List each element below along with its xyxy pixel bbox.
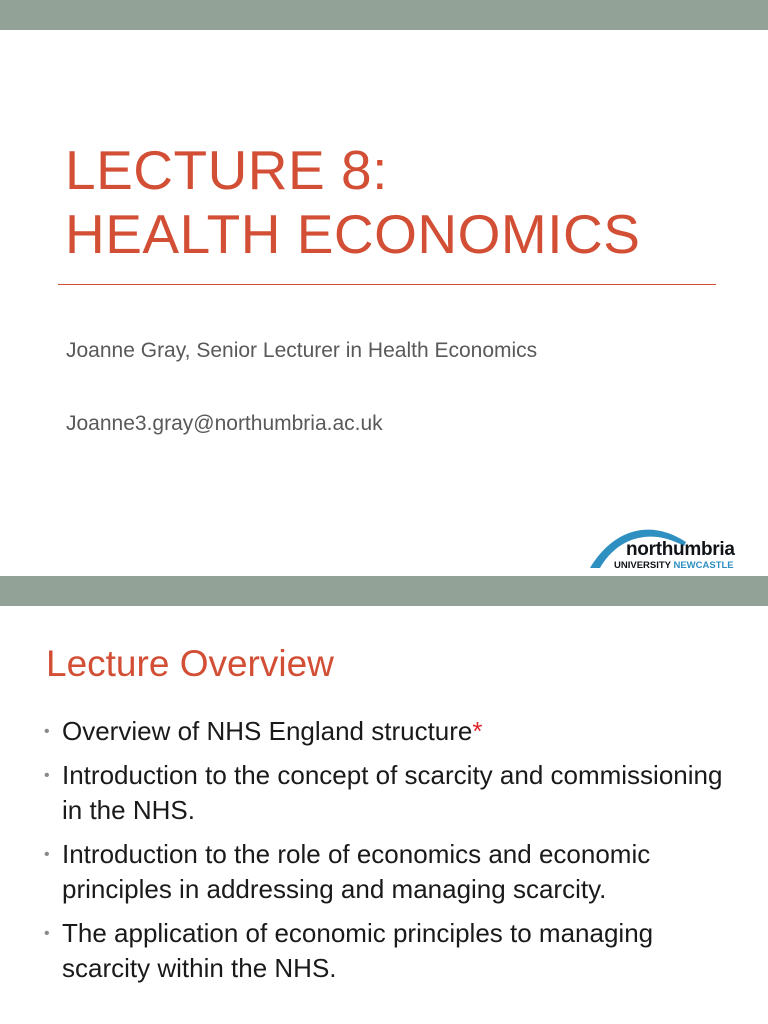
slide-title (65, 138, 640, 266)
bullet-text: The application of economic principles to managing scarcity within the NHS. (62, 918, 654, 983)
bullet-icon: • (44, 723, 50, 740)
title-slide (0, 30, 768, 576)
bullet-icon: • (44, 846, 50, 863)
list-item (44, 916, 744, 986)
separator-band (0, 576, 768, 606)
bullet-icon: • (44, 925, 50, 942)
logo-wordmark: northumbria (626, 539, 735, 560)
top-band (0, 0, 768, 30)
overview-slide (0, 606, 768, 1024)
presenter-name: Joanne Gray, Senior Lecturer in Health Economics (66, 339, 538, 362)
logo-university: UNIVERSITY (614, 560, 671, 571)
title-line-1: LECTURE 8: (65, 139, 388, 201)
presenter-email: Joanne3.gray@northumbria.ac.uk (66, 412, 383, 435)
list-item (44, 837, 744, 907)
list-item (44, 758, 744, 828)
overview-list (44, 714, 744, 995)
bullet-icon: • (44, 767, 50, 784)
bullet-text: Overview of NHS England structure (62, 716, 473, 746)
title-divider (58, 284, 716, 285)
logo-subtitle (614, 560, 734, 571)
title-line-2: HEALTH ECONOMICS (65, 203, 641, 265)
overview-title: Lecture Overview (46, 643, 334, 684)
bullet-text: Introduction to the concept of scarcity and commissioning in the NHS. (62, 760, 723, 825)
northumbria-logo (588, 518, 760, 572)
list-item (44, 714, 744, 749)
asterisk-marker: * (472, 716, 483, 746)
bullet-text: Introduction to the role of economics and economic principles in addressing and managing scarcity. (62, 839, 651, 904)
logo-city: NEWCASTLE (673, 560, 734, 571)
